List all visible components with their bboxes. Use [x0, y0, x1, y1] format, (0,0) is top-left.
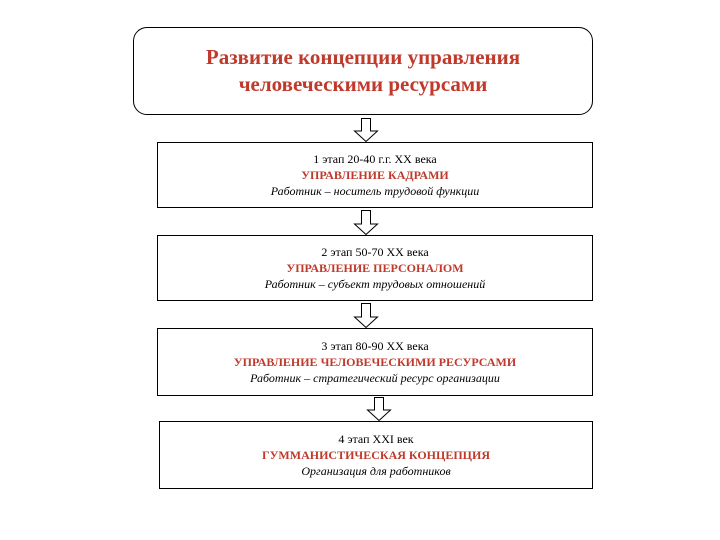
stage-1-name: УПРАВЛЕНИЕ КАДРАМИ: [301, 168, 449, 182]
stage-1-description: Работник – носитель трудовой функции: [270, 184, 480, 198]
stage-2-name: УПРАВЛЕНИЕ ПЕРСОНАЛОМ: [286, 261, 464, 275]
down-arrow-icon: [366, 397, 392, 421]
stage-3-description: Работник – стратегический ресурс организации: [250, 371, 500, 385]
down-arrow-icon: [353, 303, 379, 328]
stage-4-description: Организация для работников: [301, 464, 451, 478]
down-arrow-icon: [353, 118, 379, 142]
stage-1-period: 1 этап 20-40 г.г. XX века: [313, 152, 437, 166]
stage-3-name: УПРАВЛЕНИЕ ЧЕЛОВЕЧЕСКИМИ РЕСУРСАМИ: [233, 355, 517, 369]
stage-1-box: [157, 142, 593, 208]
stage-2-description: Работник – субъект трудовых отношений: [264, 277, 486, 291]
stage-2-period: 2 этап 50-70 XX века: [321, 245, 429, 259]
stage-3-period: 3 этап 80-90 XX века: [321, 339, 429, 353]
title-line-2: человеческими ресурсами: [238, 72, 488, 96]
stage-3-box: [157, 328, 593, 396]
stage-2-box: [157, 235, 593, 301]
stage-4-name: ГУММАНИСТИЧЕСКАЯ КОНЦЕПЦИЯ: [261, 448, 491, 462]
title-line-1: Развитие концепции управления: [205, 45, 521, 69]
down-arrow-icon: [353, 210, 379, 235]
stage-4-box: [159, 421, 593, 489]
stage-4-period: 4 этап XXI век: [338, 432, 414, 446]
diagram-title-box: [133, 27, 593, 115]
